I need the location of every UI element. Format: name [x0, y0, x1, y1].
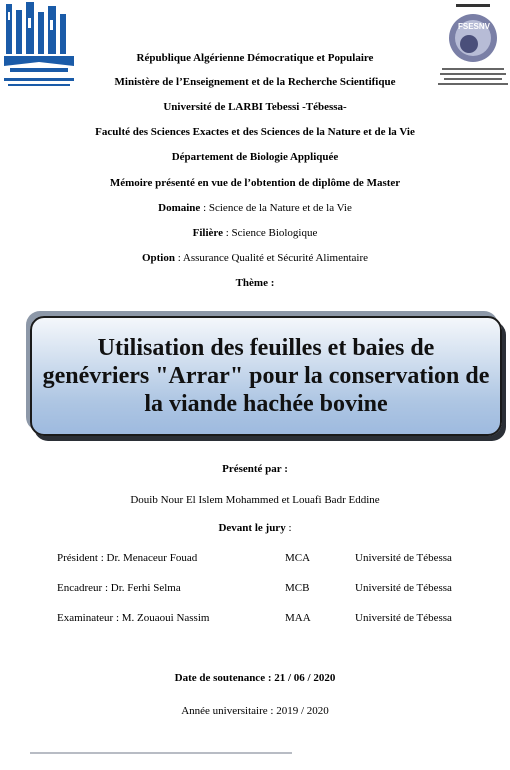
- ministry-line: Ministère de l’Enseignement et de la Recherche Scientifique: [114, 76, 396, 88]
- thesis-title: Utilisation des feuilles et baies de genévriers "Arrar" pour la conservation de la viande hachée bovine: [42, 335, 490, 417]
- faculty-badge-text: FSESNV: [458, 22, 491, 31]
- academic-year: Année universitaire : 2019 / 2020: [181, 705, 329, 717]
- jury-row: [0, 550, 510, 566]
- presented-label: Présenté par :: [222, 463, 288, 475]
- filiere-line: Filière : Science Biologique: [192, 227, 318, 239]
- theme-label: Thème :: [235, 277, 275, 289]
- jury-row: [0, 610, 510, 626]
- faculty-line: Faculté des Sciences Exactes et des Sciences de la Nature et de la Vie: [95, 126, 415, 138]
- domain-label: Domaine: [158, 202, 201, 214]
- jury-role: Président : Dr. Menaceur Fouad: [57, 552, 198, 564]
- jury-university: Université de Tébessa: [355, 582, 452, 594]
- authors: Douib Nour El Islem Mohammed et Louafi Badr Eddine: [130, 494, 380, 506]
- university-line: Université de LARBI Tebessi -Tébessa-: [163, 101, 347, 113]
- jury-label: Devant le jury: [218, 522, 286, 534]
- option-label: Option: [141, 252, 175, 264]
- domain-line: Domaine : Science de la Nature et de la Vie: [158, 202, 352, 214]
- filiere-label: Filière: [192, 227, 223, 239]
- memoire-line: Mémoire présenté en vue de l’obtention de diplôme de Master: [109, 177, 401, 189]
- filiere-value: Science Biologique: [231, 227, 318, 239]
- option-line: Option : Assurance Qualité et Sécurité Alimentaire: [141, 252, 369, 264]
- bottom-divider: [30, 752, 292, 754]
- jury-grade: MAA: [285, 612, 311, 624]
- jury-role: Examinateur : M. Zouaoui Nassim: [57, 612, 210, 624]
- jury-grade: MCA: [285, 552, 311, 564]
- department-line: Département de Biologie Appliquée: [171, 151, 339, 163]
- defense-date: Date de soutenance : 21 / 06 / 2020: [174, 672, 336, 684]
- jury-university: Université de Tébessa: [355, 612, 452, 624]
- jury-row: [0, 580, 510, 596]
- jury-heading: Devant le jury :: [218, 522, 292, 534]
- jury-grade: MCB: [285, 582, 310, 594]
- jury-role: Encadreur : Dr. Ferhi Selma: [57, 582, 181, 594]
- jury-university: Université de Tébessa: [355, 552, 452, 564]
- title-box: [30, 316, 502, 436]
- option-value: Assurance Qualité et Sécurité Alimentaire: [182, 252, 369, 264]
- domain-value: Science de la Nature et de la Vie: [208, 202, 352, 214]
- republic-line: République Algérienne Démocratique et Populaire: [136, 52, 374, 64]
